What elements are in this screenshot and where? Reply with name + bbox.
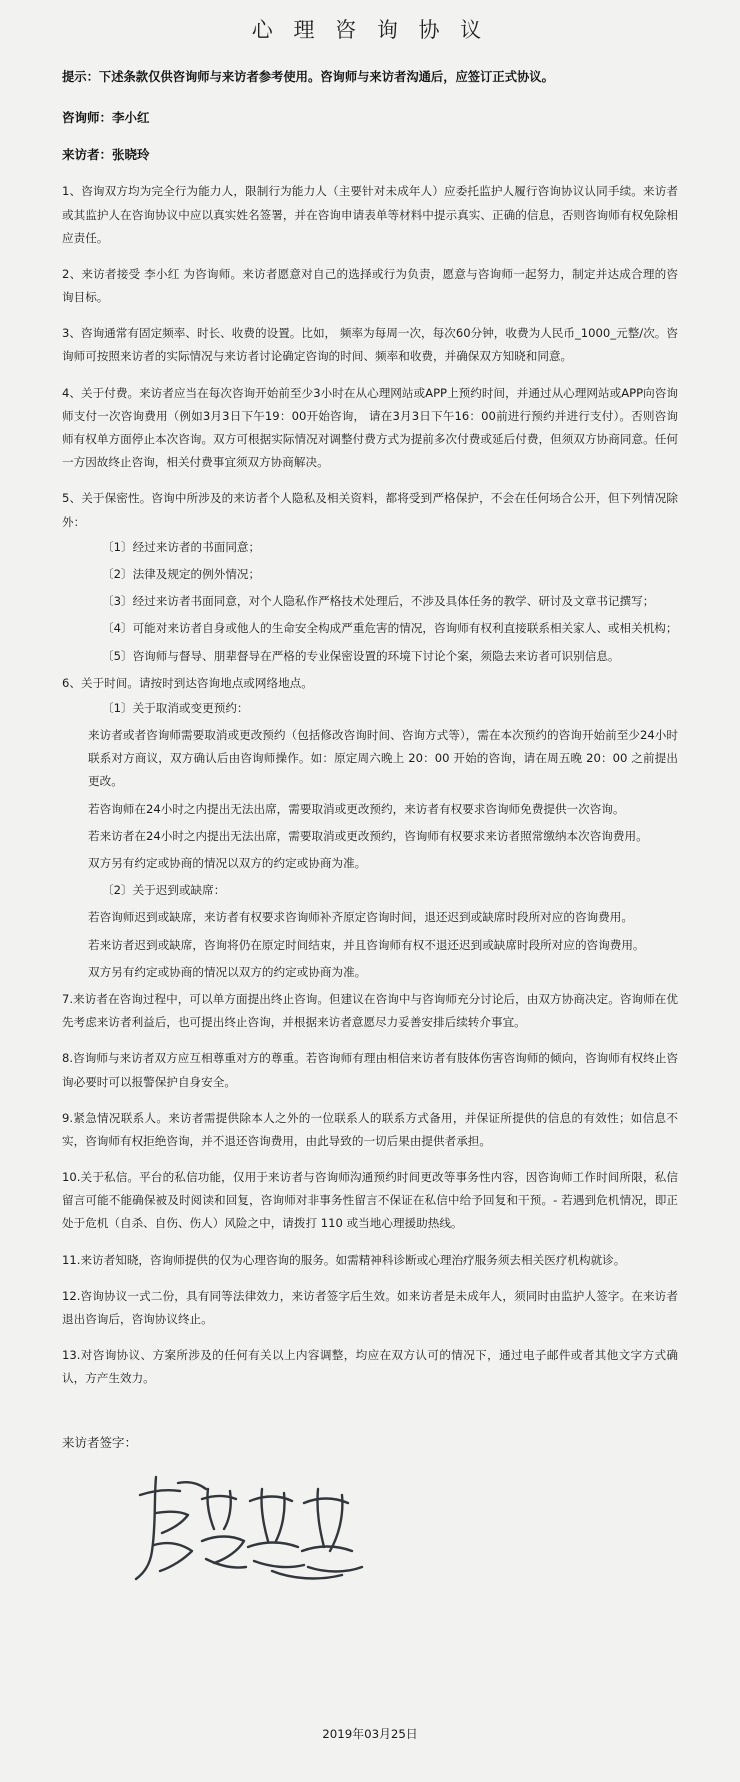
clause-4: 4、关于付费。来访者应当在每次咨询开始前至少3小时在从心理网站或APP上预约时间，并通过从心理网站或APP向咨询师支付一次咨询费用（例如3月3日下午19：00开始咨询， 请在3月3日下午16：00前进行预约并进行支付）。否则咨询师有权单方面停止本次咨询。双方可根据实际情况对调整付费方式为提前多次付费或延后付费，但须双方协商同意。任何一方因故终止咨询，相关付费事宜须双方协商解决。 (62, 385, 678, 470)
clause-6-sub-b-item-1: 若咨询师迟到或缺席，来访者有权要求咨询师补齐原定咨询时间，退还迟到或缺席时段所对应的咨询费用。 (88, 910, 633, 925)
clause-13: 13.对咨询协议、方案所涉及的任何有关以上内容调整，均应在双方认可的情况下，通过电子邮件或者其他文字方式确认，方产生效力。 (62, 1348, 678, 1386)
clause-9: 9.紧急情况联系人。来访者需提供除本人之外的一位联系人的联系方式备用，并保证所提供的信息的有效性；如信息不实，咨询师有权拒绝咨询，并不退还咨询费用，由此导致的一切后果由提供者承担。 (62, 1110, 678, 1148)
signature-label: 来访者签字： (62, 1434, 138, 1450)
clause-8: 8.咨询师与来访者双方应互相尊重对方的尊重。若咨询师有理由相信来访者有肢体伤害咨询师的倾向，咨询师有权终止咨询必要时可以报警保护自身安全。 (62, 1051, 678, 1089)
document-date: 2019年03月25日 (322, 1726, 418, 1741)
clause-6-sub-a-title: 〔1〕关于取消或变更预约： (102, 700, 249, 715)
notice-text: 提示：下述条款仅供咨询师与来访者参考使用。咨询师与来访者沟通后，应签订正式协议。 (62, 70, 554, 84)
clause-12: 12.咨询协议一式二份，具有同等法律效力，来访者签字后生效。如来访者是未成年人，须同时由监护人签字。在来访者退出咨询后，咨询协议终止。 (62, 1288, 678, 1327)
clause-6-sub-b-title: 〔2〕关于迟到或缺席： (102, 883, 226, 898)
signature-area[interactable] (62, 1455, 678, 1605)
confidential-item-3: 〔3〕经过来访者书面同意，对个人隐私作严格技术处理后，不涉及具体任务的教学、研讨及文章书记撰写； (102, 594, 655, 609)
counselor-label: 咨询师： (62, 110, 113, 126)
clause-3: 3、咨询通常有固定频率、时长、收费的设置。比如， 频率为每周一次，每次60分钟，收费为人民币_1000_元整/次。咨询师可按照来访者的实际情况与来访者讨论确定咨询的时间、频率和收费，并确保双方知晓和同意。 (62, 326, 678, 364)
clause-7: 7.来访者在咨询过程中，可以单方面提出终止咨询。但建议在咨询中与咨询师充分讨论后，由双方协商决定。咨询师在优先考虑来访者利益后，也可提出终止咨询，并根据来访者意愿尽力妥善安排后续转介事宜。 (62, 991, 678, 1030)
confidential-item-2: 〔2〕法律及规定的例外情况； (102, 566, 261, 581)
client-name: 张晓玲 (112, 146, 150, 162)
confidential-item-1: 〔1〕经过来访者的书面同意； (102, 539, 261, 554)
clause-1: 1、咨询双方均为完全行为能力人，限制行为能力人（主要针对未成年人）应委托监护人履行咨询协议认同手续。来访者或其监护人在咨询协议中应以真实姓名签署，并在咨询申请表单等材料中提示真实、正确的信息，否则咨询师有权免除相应责任。 (62, 184, 678, 245)
clause-6-heading: 6、关于时间。请按时到达咨询地点或网络地点。 (62, 675, 313, 690)
clause-2: 2、来访者接受 李小红 为咨询师。来访者愿意对自己的选择或行为负责，愿意与咨询师一起努力，制定并达成合理的咨询目标。 (62, 266, 678, 305)
clause-6-sub-a-item-2: 若咨询师在24小时之内提出无法出席，需要取消或更改预约，来访者有权要求咨询师免费提供一次咨询。 (88, 801, 625, 816)
clause-11: 11.来访者知晓，咨询师提供的仅为心理咨询的服务。如需精神科诊断或心理治疗服务须去相关医疗机构就诊。 (62, 1252, 626, 1267)
clause-6-sub-b-item-3: 双方另有约定或协商的情况以双方的约定或协商为准。 (88, 964, 367, 979)
document-body (0, 66, 740, 1605)
clause-6-sub-a-item-4: 双方另有约定或协商的情况以双方的约定或协商为准。 (88, 856, 367, 871)
clause-6-sub-a-item-1: 来访者或者咨询师需要取消或更改预约（包括修改咨询时间、咨询方式等），需在本次预约的咨询开始前至少24小时联系对方商议，双方确认后由咨询师操作。如：原定周六晚上 20：00 开始的咨询，请在周五晚 20：00 之前提出更改。 (88, 728, 678, 789)
handwritten-signature (122, 1455, 382, 1595)
counselor-name: 李小红 (112, 110, 150, 126)
confidential-item-5: 〔5〕咨询师与督导、朋辈督导在严格的专业保密设置的环境下讨论个案，须隐去来访者可识别信息。 (102, 648, 620, 663)
confidential-item-4: 〔4〕可能对来访者自身或他人的生命安全构成严重危害的情况，咨询师有权利直接联系相关家人、或相关机构； (102, 621, 678, 636)
clause-10: 10.关于私信。平台的私信功能，仅用于来访者与咨询师沟通预约时间更改等事务性内容，因咨询师工作时间所限，私信留言可能不能确保被及时阅读和回复，咨询师对非事务性留言不保证在私信中给予回复和干预。- 若遇到危机情况，即正处于危机（自杀、自伤、伤人）风险之中，请拨打 110 或当地心理援助热线。 (62, 1170, 678, 1231)
counselor-line (62, 107, 678, 130)
clause-5: 5、关于保密性。咨询中所涉及的来访者个人隐私及相关资料，都将受到严格保护，不会在任何场合公开，但下列情况除外： (62, 491, 678, 529)
clause-6-sub-b-item-2: 若来访者迟到或缺席，咨询将仍在原定时间结束，并且咨询师有权不退还迟到或缺席时段所对应的咨询费用。 (88, 937, 645, 952)
client-line (62, 144, 678, 167)
page-title: 心 理 咨 询 协 议 (251, 18, 489, 42)
client-label: 来访者： (62, 146, 113, 162)
clause-6-sub-a-item-3: 若来访者在24小时之内提出无法出席，需要取消或更改预约，咨询师有权要求来访者照常缴纳本次咨询费用。 (88, 828, 648, 843)
